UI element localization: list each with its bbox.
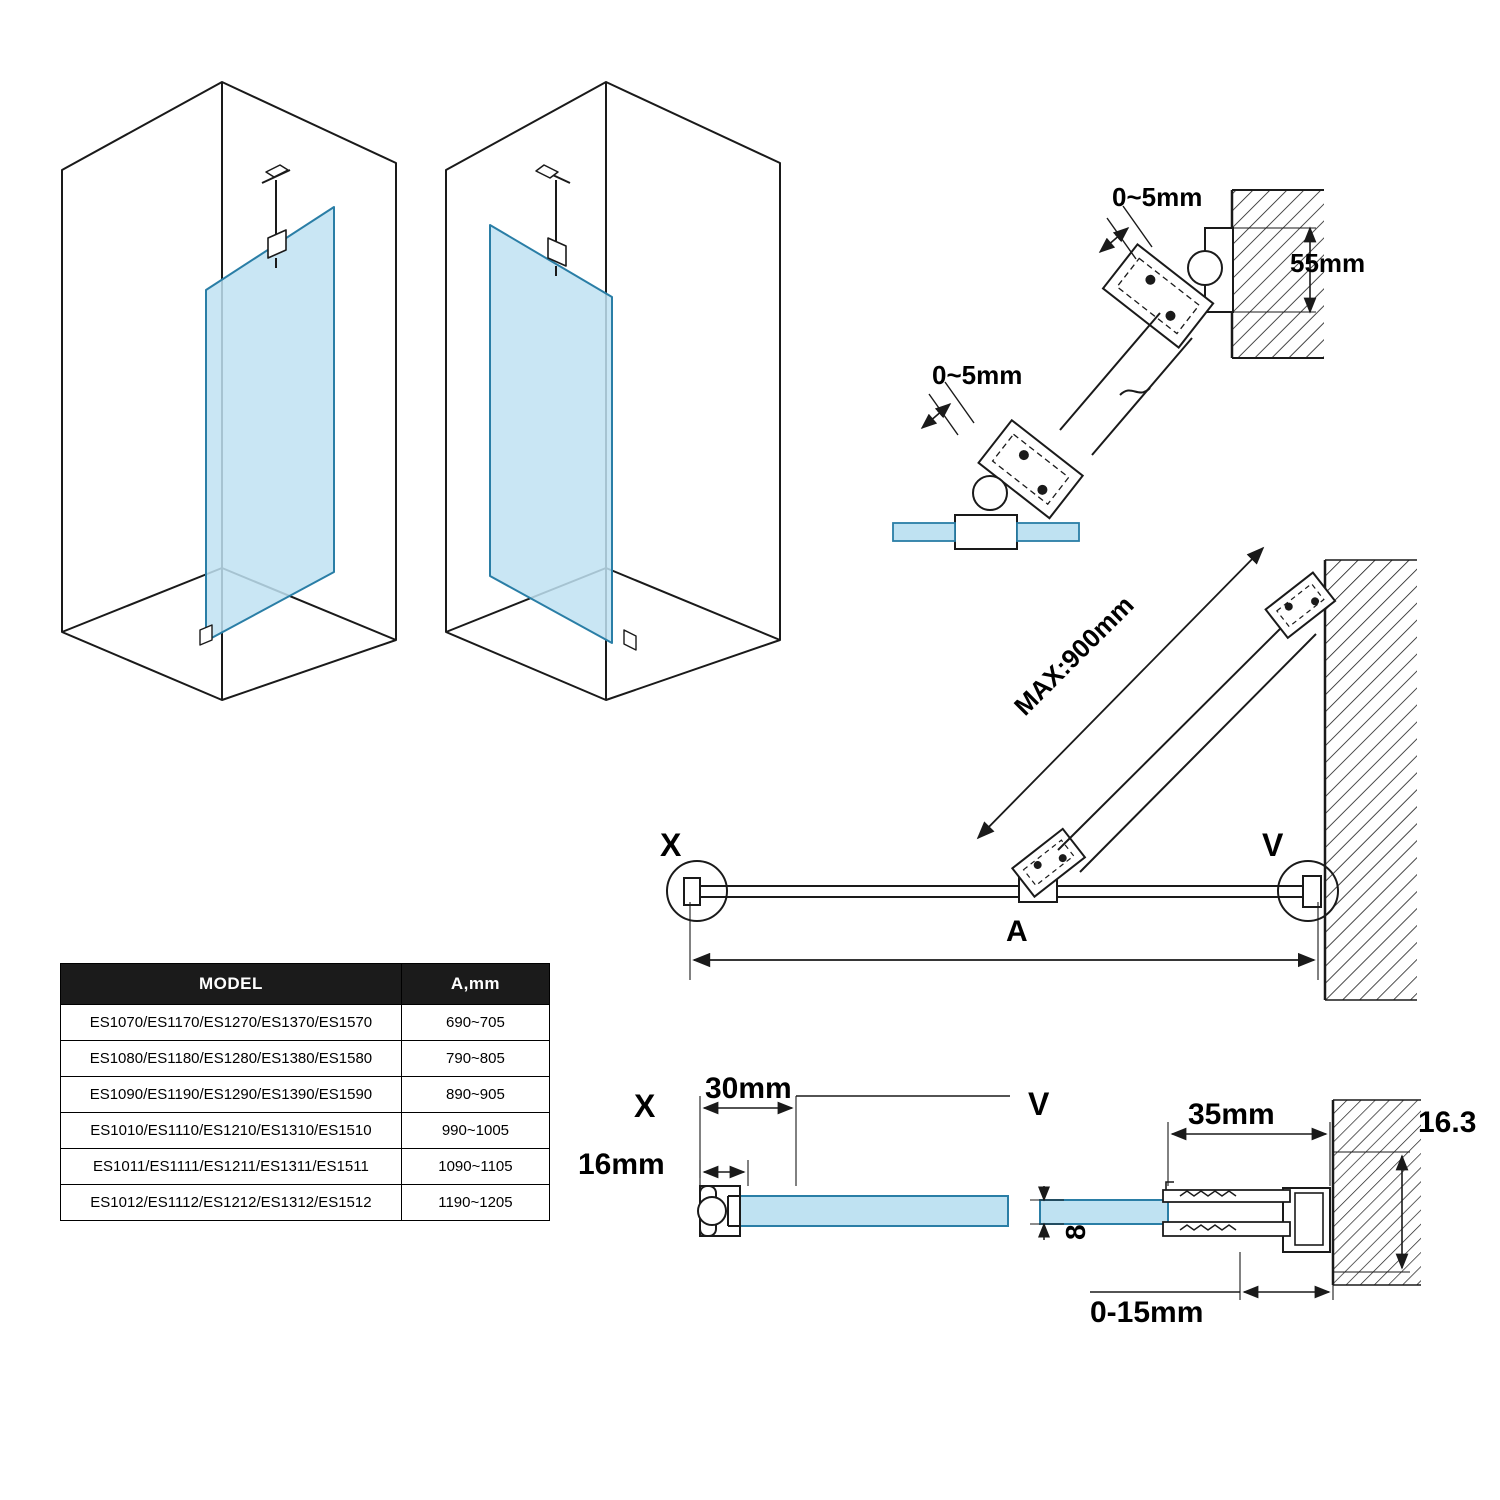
callout-wall-plate-height: 55mm — [1290, 248, 1366, 278]
table-body — [61, 1005, 550, 1221]
callout-glass-thickness-8: 8 — [1060, 1224, 1091, 1240]
table-row — [61, 1041, 550, 1077]
callout-detail-x-plan: X — [660, 827, 682, 863]
cell-a: 1190~1205 — [401, 1185, 549, 1221]
table-row — [61, 1077, 550, 1113]
callout-detail-x-section: X — [634, 1088, 656, 1124]
cell-a: 1090~1105 — [401, 1149, 549, 1185]
table-header-model: MODEL — [61, 964, 402, 1005]
table-row — [61, 1113, 550, 1149]
table-row — [61, 1185, 550, 1221]
table-row — [61, 1005, 550, 1041]
table-header-row — [61, 964, 550, 1005]
cell-model: ES1012/ES1112/ES1212/ES1312/ES1512 — [61, 1185, 402, 1221]
detail-x-section — [698, 1096, 1010, 1236]
iso-view-left — [62, 82, 396, 700]
cell-model: ES1090/ES1190/ES1290/ES1390/ES1590 — [61, 1077, 402, 1113]
callout-bracket-gap-top: 0~5mm — [1112, 182, 1203, 212]
callout-bracket-gap-lower: 0~5mm — [932, 360, 1023, 390]
cell-a: 890~905 — [401, 1077, 549, 1113]
callout-profile-16mm: 16mm — [578, 1148, 665, 1181]
cell-a: 990~1005 — [401, 1113, 549, 1149]
callout-wall-profile-height: 16.3 — [1418, 1106, 1477, 1139]
cell-a: 790~805 — [401, 1041, 549, 1077]
iso-view-right — [446, 82, 780, 700]
cell-model: ES1010/ES1110/ES1210/ES1310/ES1510 — [61, 1113, 402, 1149]
cell-model: ES1070/ES1170/ES1270/ES1370/ES1570 — [61, 1005, 402, 1041]
callout-max-bar-length: MAX:900mm — [1008, 589, 1140, 722]
callout-detail-v-section: V — [1028, 1086, 1050, 1122]
callout-width-a: A — [1006, 915, 1028, 948]
cell-a: 690~705 — [401, 1005, 549, 1041]
table-row — [61, 1149, 550, 1185]
callout-wall-adjust: 0-15mm — [1090, 1296, 1204, 1329]
callout-wall-profile-35mm: 35mm — [1188, 1098, 1275, 1131]
cell-model: ES1080/ES1180/ES1280/ES1380/ES1580 — [61, 1041, 402, 1077]
cell-model: ES1011/ES1111/ES1211/ES1311/ES1511 — [61, 1149, 402, 1185]
callout-profile-30mm: 30mm — [705, 1072, 792, 1105]
table-header-a: A,mm — [401, 964, 549, 1005]
model-spec-table — [60, 963, 550, 1221]
callout-detail-v-plan: V — [1262, 827, 1284, 863]
